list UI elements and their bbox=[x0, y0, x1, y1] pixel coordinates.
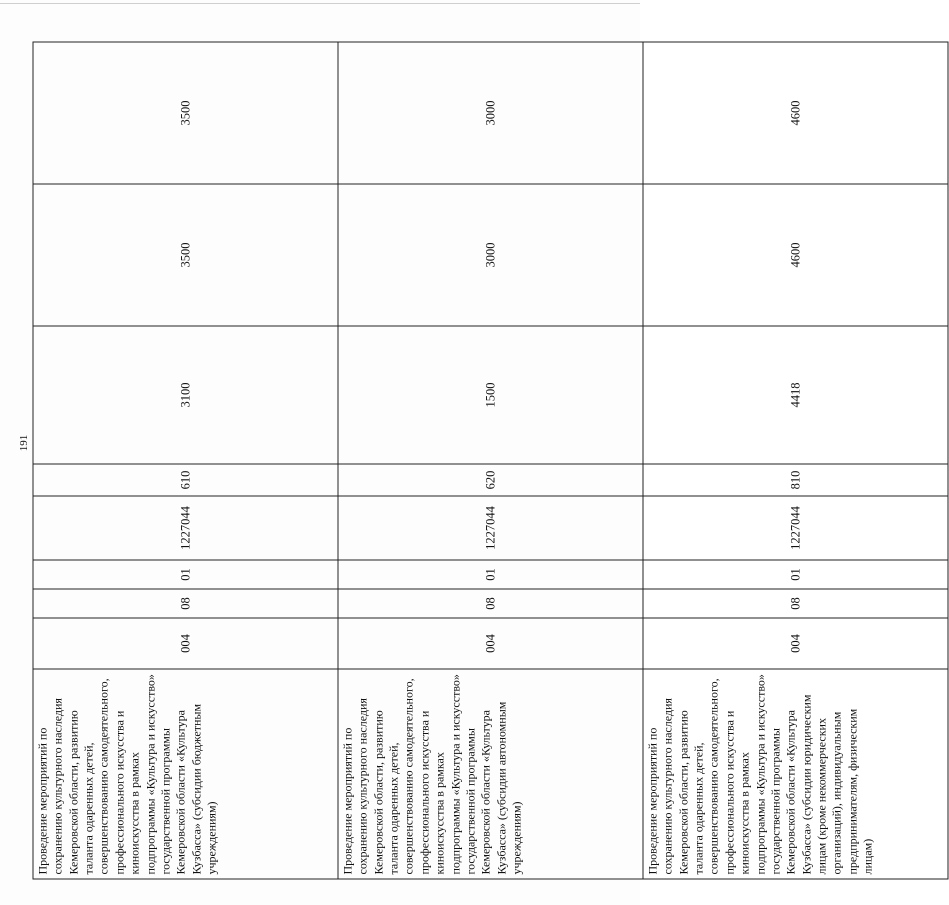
target-article-code: 1227044 bbox=[33, 496, 338, 560]
ministry-code: 004 bbox=[643, 618, 948, 669]
row-description: Проведение мероприятий по сохранению культурного наследия Кемеровской области, развитию таланта одаренных детей, совершенствованию самодеятельного, профессионального искусства и киноискусства в рамках подпрограммы «Культура и искусство» государственной программы Кемеровской области «Культура Кузбасса» (субсидии бюджетным учреждениям) bbox=[33, 669, 338, 879]
rotated-table-container bbox=[33, 43, 875, 880]
subsection-code: 01 bbox=[33, 560, 338, 589]
amount-2015: 4600 bbox=[643, 184, 948, 326]
amount-2014: 1500 bbox=[338, 326, 643, 464]
top-rule bbox=[0, 3, 640, 4]
row-description: Проведение мероприятий по сохранению культурного наследия Кемеровской области, развитию таланта одаренных детей, совершенствованию самодеятельного, профессионального искусства и киноискусства в рамках подпрограммы «Культура и искусство» государственной программы Кемеровской области «Культура Кузбасса» (субсидии автономным учреждениям) bbox=[338, 669, 643, 879]
ministry-code: 004 bbox=[338, 618, 643, 669]
table-row bbox=[33, 42, 338, 879]
subsection-code: 01 bbox=[643, 560, 948, 589]
row-description: Проведение мероприятий по сохранению культурного наследия Кемеровской области, развитию таланта одаренных детей, совершенствованию самодеятельного, профессионального искусства и киноискусства в рамках подпрограммы «Культура и искусство» государственной программы Кемеровской области «Культура Кузбасса» (субсидии юридическим лицам (кроме некоммерческих организаций), индивидуальным предпринимателям, физическим лицам) bbox=[643, 669, 948, 879]
amount-2014: 3100 bbox=[33, 326, 338, 464]
amount-2015: 3000 bbox=[338, 184, 643, 326]
budget-table bbox=[33, 42, 949, 880]
expense-type-code: 810 bbox=[643, 464, 948, 496]
amount-2016: 3000 bbox=[338, 42, 643, 184]
target-article-code: 1227044 bbox=[643, 496, 948, 560]
section-code: 08 bbox=[643, 589, 948, 618]
ministry-code: 004 bbox=[33, 618, 338, 669]
amount-2016: 3500 bbox=[33, 42, 338, 184]
page-number: 191 bbox=[18, 434, 30, 452]
section-code: 08 bbox=[338, 589, 643, 618]
amount-2014: 4418 bbox=[643, 326, 948, 464]
target-article-code: 1227044 bbox=[338, 496, 643, 560]
subsection-code: 01 bbox=[338, 560, 643, 589]
table-row bbox=[338, 42, 643, 879]
amount-2016: 4600 bbox=[643, 42, 948, 184]
expense-type-code: 610 bbox=[33, 464, 338, 496]
table-row bbox=[643, 42, 948, 879]
expense-type-code: 620 bbox=[338, 464, 643, 496]
amount-2015: 3500 bbox=[33, 184, 338, 326]
section-code: 08 bbox=[33, 589, 338, 618]
